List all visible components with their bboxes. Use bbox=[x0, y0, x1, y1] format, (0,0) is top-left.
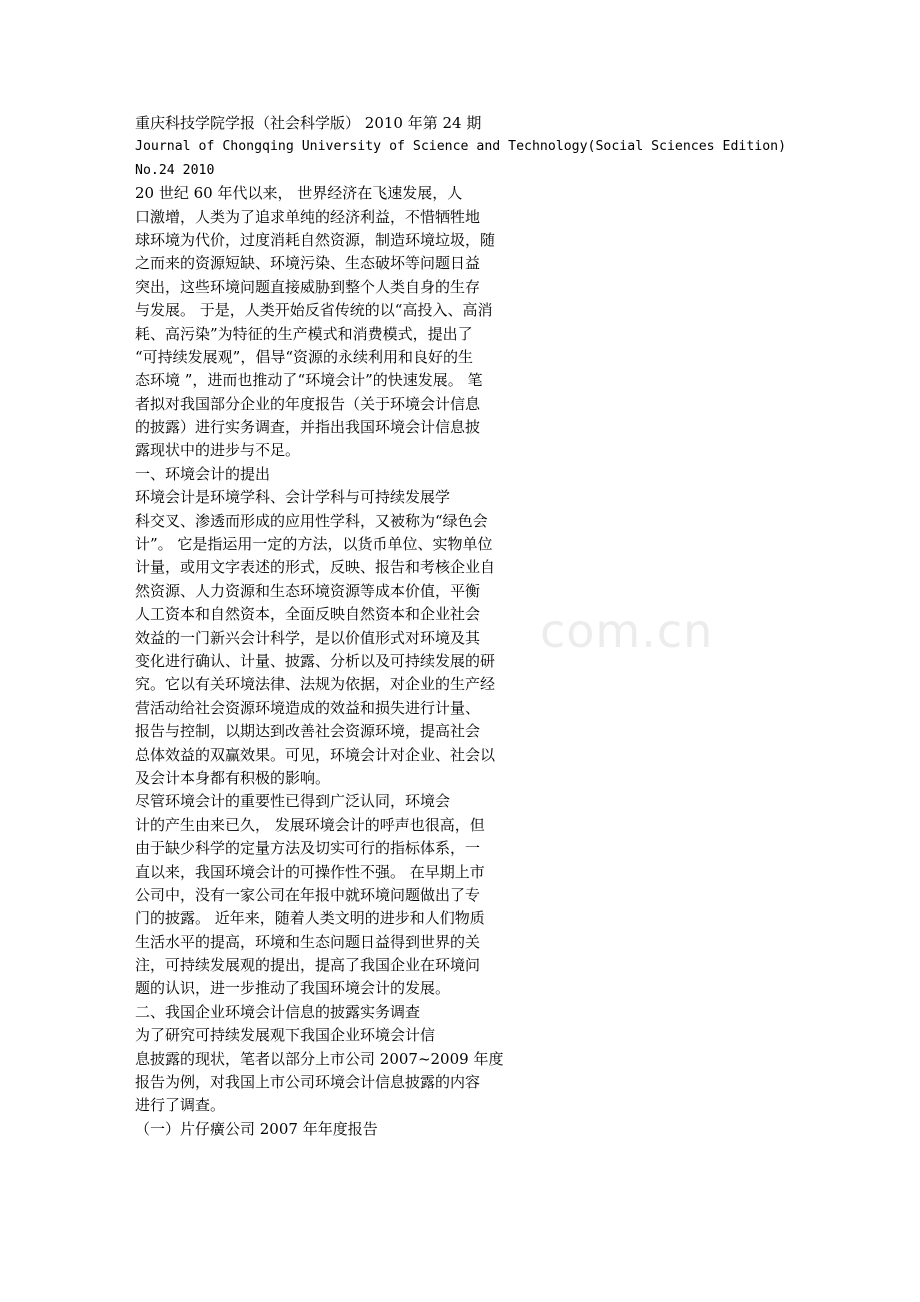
text-line: 直以来，我国环境会计的可操作性不强。 在早期上市 bbox=[135, 862, 485, 881]
text-line: 进行了调查。 bbox=[135, 1096, 226, 1115]
text-line: 报告为例，对我国上市公司环境会计信息披露的内容 bbox=[135, 1073, 481, 1092]
text-line: 营活动给社会资源环境造成的效益和损失进行计量、 bbox=[135, 698, 481, 717]
watermark: com.cn bbox=[540, 604, 714, 658]
journal-issue: No.24 2010 bbox=[135, 162, 215, 178]
text-line: 球环境为代价，过度消耗自然资源，制造环境垃圾，随 bbox=[135, 230, 496, 249]
text-line: 计”。 它是指运用一定的方法，以货币单位、实物单位 bbox=[135, 535, 493, 554]
text-line: 与发展。 于是，人类开始反省传统的以“高投入、高消 bbox=[135, 301, 493, 320]
text-line: 然资源、人力资源和生态环境资源等成本价值，平衡 bbox=[135, 581, 481, 600]
text-line: 报告与控制，以期达到改善社会资源环境，提高社会 bbox=[135, 722, 481, 741]
text-line: 突出，这些环境问题直接威胁到整个人类自身的生存 bbox=[135, 277, 481, 296]
text-line: 题的认识，进一步推动了我国环境会计的发展。 bbox=[135, 979, 451, 998]
text-line: 效益的一门新兴会计科学，是以价值形式对环境及其 bbox=[135, 628, 481, 647]
text-line: 生活水平的提高，环境和生态问题日益得到世界的关 bbox=[135, 932, 481, 951]
text-line: 环境会计是环境学科、会计学科与可持续发展学 bbox=[135, 488, 451, 507]
text-line: 科交叉、渗透而形成的应用性学科，又被称为“绿色会 bbox=[135, 511, 488, 530]
text-line: 口激增，人类为了追求单纯的经济利益，不惜牺牲地 bbox=[135, 207, 481, 226]
text-line: “可持续发展观”，倡导“资源的永续利用和良好的生 bbox=[135, 347, 474, 366]
text-line: 由于缺少科学的定量方法及切实可行的指标体系，一 bbox=[135, 839, 481, 858]
text-line: 露现状中的进步与不足。 bbox=[135, 441, 301, 460]
text-line: 态环境 ”，进而也推动了“环境会计”的快速发展。 笔 bbox=[135, 371, 483, 390]
text-line: 及会计本身都有积极的影响。 bbox=[135, 768, 331, 787]
text-line: 计的产生由来已久， 发展环境会计的呼声也很高，但 bbox=[135, 815, 485, 834]
text-line: 公司中，没有一家公司在年报中就环境问题做出了专 bbox=[135, 885, 481, 904]
article-body bbox=[135, 112, 915, 1141]
text-line: 计量，或用文字表述的形式，反映、报告和考核企业自 bbox=[135, 558, 496, 577]
text-line: 20 世纪 60 年代以来， 世界经济在飞速发展，人 bbox=[135, 184, 463, 203]
text-line: 注，可持续发展观的提出，提高了我国企业在环境问 bbox=[135, 956, 481, 975]
text-line: 究。它以有关环境法律、法规为依据，对企业的生产经 bbox=[135, 675, 496, 694]
text-line: 尽管环境会计的重要性已得到广泛认同，环境会 bbox=[135, 792, 451, 811]
text-line: 门的披露。 近年来，随着人类文明的进步和人们物质 bbox=[135, 909, 485, 928]
subsection-heading: （一）片仔癀公司 2007 年年度报告 bbox=[135, 1119, 378, 1138]
text-line: 耗、高污染”为特征的生产模式和消费模式，提出了 bbox=[135, 324, 473, 343]
text-line: 变化进行确认、计量、披露、分析以及可持续发展的研 bbox=[135, 651, 496, 670]
section-heading: 二、我国企业环境会计信息的披露实务调查 bbox=[135, 1002, 421, 1021]
section-heading: 一、环境会计的提出 bbox=[135, 464, 271, 483]
text-line: 总体效益的双赢效果。可见，环境会计对企业、社会以 bbox=[135, 745, 496, 764]
text-line: 的披露）进行实务调查，并指出我国环境会计信息披 bbox=[135, 418, 481, 437]
text-line: 为了研究可持续发展观下我国企业环境会计信 bbox=[135, 1026, 436, 1045]
text-line: 人工资本和自然资本，全面反映自然资本和企业社会 bbox=[135, 605, 481, 624]
journal-header-en: Journal of Chongqing University of Science and Technology(Social Sciences Edition) bbox=[135, 139, 787, 155]
journal-header-cn: 重庆科技学院学报（社会科学版） 2010 年第 24 期 bbox=[135, 114, 482, 132]
text-line: 息披露的现状，笔者以部分上市公司 2007~2009 年度 bbox=[135, 1049, 504, 1068]
text-line: 之而来的资源短缺、环境污染、生态破坏等问题日益 bbox=[135, 254, 481, 273]
text-line: 者拟对我国部分企业的年度报告（关于环境会计信息 bbox=[135, 394, 481, 413]
